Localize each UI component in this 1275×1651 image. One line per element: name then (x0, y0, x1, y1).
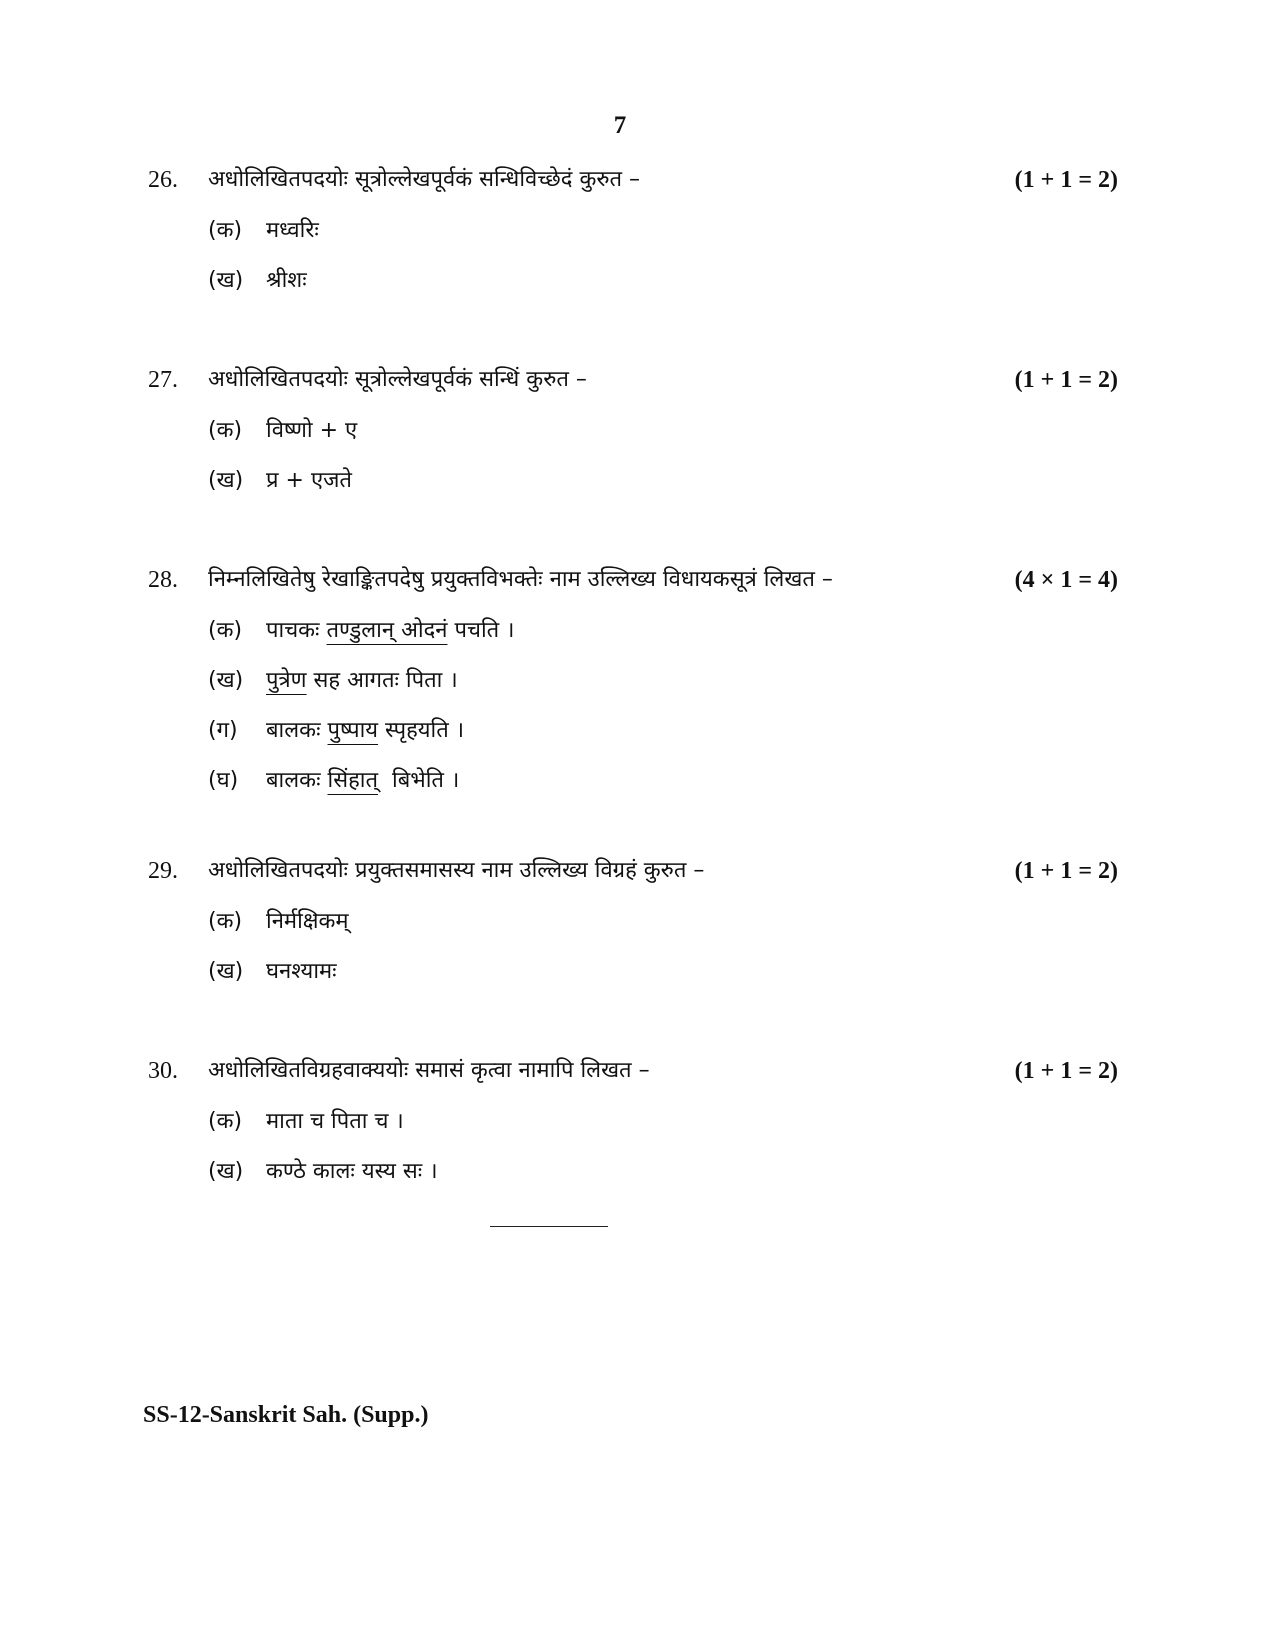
sub-item-label: (क) (208, 218, 243, 243)
sub-item-text: मध्वरिः (266, 218, 319, 243)
sub-item-label: (ख) (208, 1159, 244, 1184)
sub-item-label: (ख) (208, 668, 244, 693)
end-of-paper-rule (490, 1226, 608, 1227)
sub-item-post: पचति । (447, 618, 515, 643)
question-text: अधोलिखितविग्रहवाक्ययोः समासं कृत्वा नामापि लिखत – (208, 1058, 650, 1083)
sub-item-label: (क) (208, 418, 243, 443)
sub-item (208, 256, 1118, 306)
question-number: 29. (148, 858, 178, 884)
sub-item-pre: बालकः (266, 768, 328, 793)
sub-item-label: (ख) (208, 268, 244, 293)
question-marks: (1 + 1 = 2) (1014, 1058, 1118, 1084)
question-number: 28. (148, 567, 178, 593)
sub-item-text: प्र + एजते (266, 468, 352, 493)
question-text: अधोलिखितपदयोः प्रयुक्तसमासस्य नाम उल्लिख्य विग्रहं कुरुत – (208, 858, 705, 883)
sub-item-label: (ख) (208, 468, 244, 493)
sub-item-label: (ग) (208, 718, 238, 743)
sub-item-text: निर्मक्षिकम् (266, 909, 349, 934)
question-30 (148, 1051, 1118, 1197)
question-number: 27. (148, 367, 178, 393)
question-28 (148, 560, 1118, 806)
question-marks: (1 + 1 = 2) (1014, 167, 1118, 193)
sub-item-label: (क) (208, 909, 243, 934)
sub-item (208, 606, 1118, 656)
paper-code-footer: SS-12-Sanskrit Sah. (Supp.) (143, 1402, 429, 1428)
question-marks: (4 × 1 = 4) (1014, 567, 1118, 593)
page-number: 7 (613, 112, 627, 139)
question-text: अधोलिखितपदयोः सूत्रोल्लेखपूर्वकं सन्धिविच्छेदं कुरुत – (208, 167, 641, 192)
underlined-word: तण्डुलान् ओदनं (326, 618, 448, 643)
sub-item-post: बिभेति । (378, 768, 460, 793)
question-marks: (1 + 1 = 2) (1014, 367, 1118, 393)
sub-item-pre: पाचकः (266, 618, 327, 643)
sub-item (208, 947, 1118, 997)
sub-item-label: (ख) (208, 959, 244, 984)
underlined-word: पुष्पाय (327, 718, 379, 743)
question-27 (148, 360, 1118, 506)
sub-item-text: श्रीशः (266, 268, 307, 293)
sub-item-text: विष्णो + ए (266, 418, 358, 443)
question-number: 30. (148, 1058, 178, 1084)
sub-item-label: (घ) (208, 768, 239, 793)
sub-item-text: माता च पिता च । (266, 1109, 404, 1134)
question-text: अधोलिखितपदयोः सूत्रोल्लेखपूर्वकं सन्धिं कुरुत – (208, 367, 587, 392)
sub-item (208, 706, 1118, 756)
sub-item-label: (क) (208, 618, 243, 643)
question-29 (148, 851, 1118, 997)
sub-item (208, 897, 1118, 947)
underlined-word: सिंहात् (327, 768, 379, 793)
sub-item (208, 206, 1118, 256)
sub-item-text: कण्ठे कालः यस्य सः । (266, 1159, 438, 1184)
sub-item (208, 1097, 1118, 1147)
sub-item-post: सह आगतः पिता । (306, 668, 458, 693)
question-26 (148, 160, 1118, 306)
sub-item-pre: बालकः (266, 718, 328, 743)
underlined-word: पुत्रेण (266, 668, 307, 693)
sub-item-label: (क) (208, 1109, 243, 1134)
question-text: निम्नलिखितेषु रेखाङ्कितपदेषु प्रयुक्तविभक्तेः नाम उल्लिख्य विधायकसूत्रं लिखत – (208, 567, 833, 592)
sub-item-post: स्पृहयति । (378, 718, 465, 743)
sub-item-text: घनश्यामः (266, 959, 337, 984)
sub-item (208, 1147, 1118, 1197)
sub-item (208, 756, 1118, 806)
question-number: 26. (148, 167, 178, 193)
sub-item (208, 656, 1118, 706)
sub-item (208, 456, 1118, 506)
question-marks: (1 + 1 = 2) (1014, 858, 1118, 884)
sub-item (208, 406, 1118, 456)
